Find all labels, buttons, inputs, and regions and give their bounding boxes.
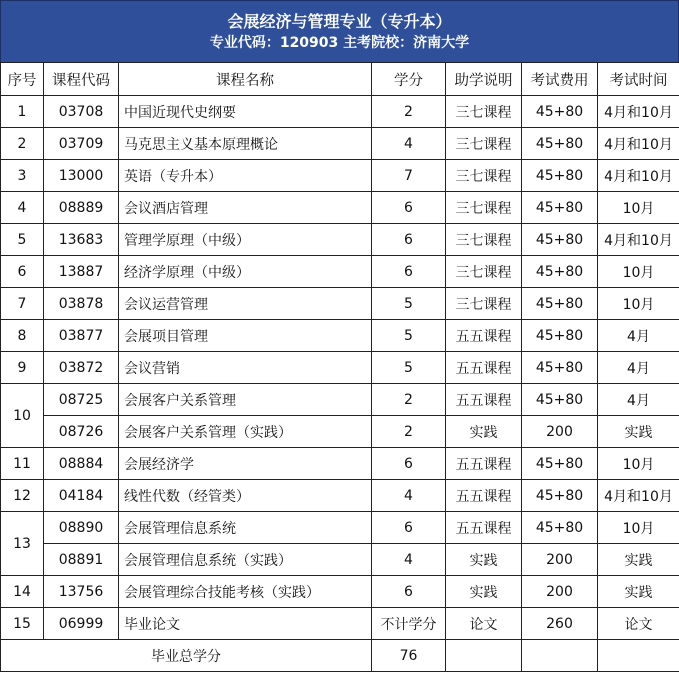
- cell-fee: 200: [522, 416, 598, 448]
- cell-fee: 45+80: [522, 128, 598, 160]
- cell-name: 会议营销: [119, 352, 372, 384]
- col-header-time: 考试时间: [598, 63, 679, 96]
- table-header-banner: [0, 0, 679, 62]
- cell-fee: 45+80: [522, 224, 598, 256]
- cell-code: 13683: [44, 224, 119, 256]
- cell-fee: 200: [522, 576, 598, 608]
- cell-credit: 2: [372, 416, 446, 448]
- cell-note: 论文: [446, 608, 522, 640]
- major-title: 会展经济与管理专业（专升本）: [227, 11, 452, 31]
- col-header-no: 序号: [1, 63, 44, 96]
- cell-fee: 45+80: [522, 192, 598, 224]
- table-row: [1, 96, 679, 128]
- cell-note: 三七课程: [446, 96, 522, 128]
- cell-name: 会展管理综合技能考核（实践）: [119, 576, 372, 608]
- cell-name: 会议运营管理: [119, 288, 372, 320]
- cell-code: 03872: [44, 352, 119, 384]
- cell-code: 03877: [44, 320, 119, 352]
- cell-credit: 5: [372, 288, 446, 320]
- table-row: [1, 160, 679, 192]
- cell-name: 会展管理信息系统: [119, 512, 372, 544]
- table-row: [1, 256, 679, 288]
- major-subtitle: 专业代码：120903 主考院校：济南大学: [209, 34, 470, 51]
- cell-fee: 45+80: [522, 448, 598, 480]
- cell-note: 五五课程: [446, 512, 522, 544]
- col-header-credit: 学分: [372, 63, 446, 96]
- col-header-name: 课程名称: [119, 63, 372, 96]
- cell-no: 5: [1, 224, 44, 256]
- cell-credit: 2: [372, 96, 446, 128]
- cell-credit: 4: [372, 128, 446, 160]
- cell-note: 五五课程: [446, 448, 522, 480]
- cell-note: 三七课程: [446, 128, 522, 160]
- cell-time: 4月和10月: [598, 480, 679, 512]
- total-credit-value: 76: [372, 640, 446, 672]
- empty-cell: [446, 640, 522, 672]
- cell-no: 6: [1, 256, 44, 288]
- cell-time: 4月和10月: [598, 128, 679, 160]
- cell-note: 五五课程: [446, 480, 522, 512]
- course-table: [0, 62, 679, 672]
- col-header-fee: 考试费用: [522, 63, 598, 96]
- cell-name: 会展管理信息系统（实践）: [119, 544, 372, 576]
- cell-code: 08726: [44, 416, 119, 448]
- cell-note: 三七课程: [446, 192, 522, 224]
- cell-credit: 6: [372, 448, 446, 480]
- cell-time: 论文: [598, 608, 679, 640]
- table-row: [1, 480, 679, 512]
- cell-fee: 45+80: [522, 256, 598, 288]
- table-row: [1, 512, 679, 544]
- table-row: [1, 192, 679, 224]
- cell-credit: 2: [372, 384, 446, 416]
- cell-time: 4月: [598, 384, 679, 416]
- cell-no: 3: [1, 160, 44, 192]
- cell-time: 10月: [598, 192, 679, 224]
- cell-time: 10月: [598, 288, 679, 320]
- cell-code: 08891: [44, 544, 119, 576]
- cell-time: 实践: [598, 544, 679, 576]
- column-header-row: [1, 63, 679, 96]
- cell-note: 五五课程: [446, 320, 522, 352]
- cell-name: 会展客户关系管理（实践）: [119, 416, 372, 448]
- cell-no: 2: [1, 128, 44, 160]
- cell-note: 实践: [446, 416, 522, 448]
- cell-fee: 45+80: [522, 384, 598, 416]
- cell-code: 06999: [44, 608, 119, 640]
- cell-fee: 260: [522, 608, 598, 640]
- col-header-note: 助学说明: [446, 63, 522, 96]
- cell-time: 4月: [598, 320, 679, 352]
- cell-no: 1: [1, 96, 44, 128]
- cell-fee: 200: [522, 544, 598, 576]
- table-row: [1, 352, 679, 384]
- cell-code: 03878: [44, 288, 119, 320]
- cell-name: 英语（专升本）: [119, 160, 372, 192]
- cell-note: 三七课程: [446, 288, 522, 320]
- cell-name: 会议酒店管理: [119, 192, 372, 224]
- cell-time: 10月: [598, 448, 679, 480]
- table-row: [1, 544, 679, 576]
- cell-credit: 6: [372, 256, 446, 288]
- cell-no: 12: [1, 480, 44, 512]
- cell-code: 03708: [44, 96, 119, 128]
- cell-time: 4月和10月: [598, 160, 679, 192]
- cell-note: 五五课程: [446, 384, 522, 416]
- cell-code: 13887: [44, 256, 119, 288]
- cell-time: 实践: [598, 576, 679, 608]
- cell-credit: 6: [372, 192, 446, 224]
- cell-note: 五五课程: [446, 352, 522, 384]
- cell-credit: 5: [372, 320, 446, 352]
- cell-no: 8: [1, 320, 44, 352]
- cell-name: 毕业论文: [119, 608, 372, 640]
- table-row: [1, 320, 679, 352]
- cell-credit: 6: [372, 512, 446, 544]
- cell-fee: 45+80: [522, 512, 598, 544]
- cell-code: 08884: [44, 448, 119, 480]
- empty-cell: [522, 640, 598, 672]
- table-row: [1, 384, 679, 416]
- cell-fee: 45+80: [522, 480, 598, 512]
- cell-time: 10月: [598, 256, 679, 288]
- cell-code: 08725: [44, 384, 119, 416]
- cell-code: 13000: [44, 160, 119, 192]
- cell-time: 4月和10月: [598, 224, 679, 256]
- cell-no: 4: [1, 192, 44, 224]
- cell-no: 11: [1, 448, 44, 480]
- table-row: [1, 288, 679, 320]
- col-header-code: 课程代码: [44, 63, 119, 96]
- cell-time: 实践: [598, 416, 679, 448]
- cell-code: 13756: [44, 576, 119, 608]
- cell-credit: 4: [372, 480, 446, 512]
- cell-name: 经济学原理（中级）: [119, 256, 372, 288]
- cell-no: 15: [1, 608, 44, 640]
- cell-credit: 7: [372, 160, 446, 192]
- cell-name: 马克思主义基本原理概论: [119, 128, 372, 160]
- cell-time: 4月和10月: [598, 96, 679, 128]
- cell-no: 9: [1, 352, 44, 384]
- table-row: [1, 608, 679, 640]
- cell-name: 中国近现代史纲要: [119, 96, 372, 128]
- cell-credit: 6: [372, 224, 446, 256]
- empty-cell: [598, 640, 679, 672]
- cell-fee: 45+80: [522, 320, 598, 352]
- cell-no: 13: [1, 512, 44, 576]
- cell-note: 三七课程: [446, 160, 522, 192]
- cell-code: 08890: [44, 512, 119, 544]
- cell-no: 7: [1, 288, 44, 320]
- cell-credit: 6: [372, 576, 446, 608]
- cell-code: 03709: [44, 128, 119, 160]
- cell-code: 04184: [44, 480, 119, 512]
- total-row: [1, 640, 679, 672]
- table-row: [1, 224, 679, 256]
- cell-no: 14: [1, 576, 44, 608]
- cell-fee: 45+80: [522, 288, 598, 320]
- cell-time: 10月: [598, 512, 679, 544]
- cell-note: 实践: [446, 544, 522, 576]
- cell-code: 08889: [44, 192, 119, 224]
- cell-credit: 4: [372, 544, 446, 576]
- cell-name: 会展经济学: [119, 448, 372, 480]
- table-row: [1, 448, 679, 480]
- cell-time: 4月: [598, 352, 679, 384]
- cell-no: 10: [1, 384, 44, 448]
- cell-note: 三七课程: [446, 256, 522, 288]
- cell-fee: 45+80: [522, 160, 598, 192]
- cell-note: 实践: [446, 576, 522, 608]
- cell-name: 管理学原理（中级）: [119, 224, 372, 256]
- cell-name: 会展客户关系管理: [119, 384, 372, 416]
- cell-name: 线性代数（经管类）: [119, 480, 372, 512]
- cell-note: 三七课程: [446, 224, 522, 256]
- cell-name: 会展项目管理: [119, 320, 372, 352]
- cell-fee: 45+80: [522, 96, 598, 128]
- table-row: [1, 128, 679, 160]
- cell-fee: 45+80: [522, 352, 598, 384]
- cell-credit: 不计学分: [372, 608, 446, 640]
- total-credit-label: 毕业总学分: [1, 640, 372, 672]
- cell-credit: 5: [372, 352, 446, 384]
- table-row: [1, 416, 679, 448]
- table-row: [1, 576, 679, 608]
